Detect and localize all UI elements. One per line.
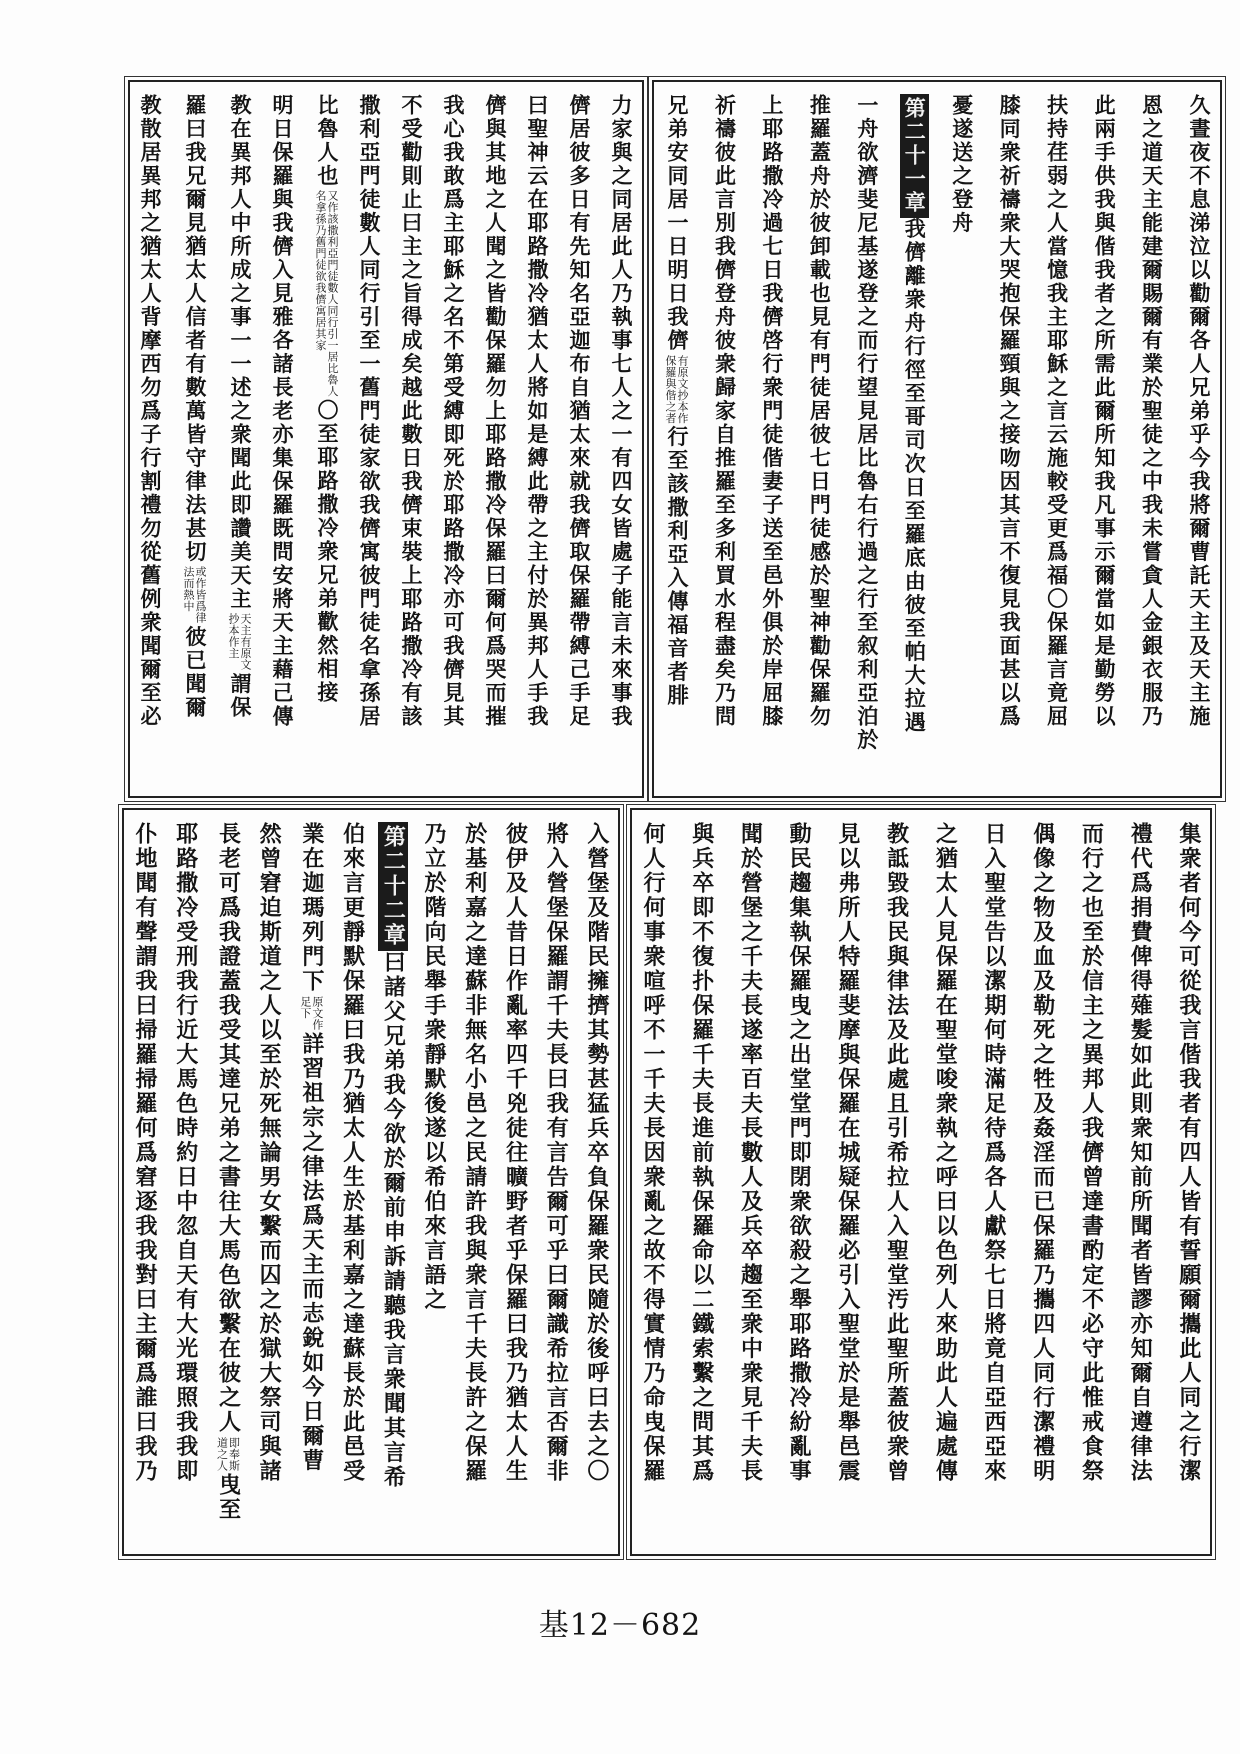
text-run: 一舟欲濟斐尼基遂登之而行望見居比魯右行過之行至叙利亞泊於: [854, 94, 880, 752]
interlinear-note: [182, 566, 206, 624]
text-column: [134, 822, 156, 1542]
text-panel-top-right: [652, 80, 1222, 798]
text-column: [1186, 94, 1212, 784]
text-run: 動民趨集執保羅曳之出堂堂門即閉衆欲殺之舉耶路撒冷紛亂事: [786, 822, 813, 1484]
interlinear-note: [299, 996, 323, 1031]
note-line: 抄本作主: [227, 613, 240, 659]
text-column: [583, 822, 610, 1542]
text-column: [502, 822, 529, 1542]
text-run: 比魯人也: [315, 94, 340, 188]
text-column: [256, 822, 283, 1542]
text-run: 入營堡及階民擁擠其勢甚猛兵卒負保羅衆民隨於後呼曰去之〇: [583, 822, 610, 1484]
text-run: 與兵卒即不復扑保羅千夫長進前執保羅命以二鐵索繫之問其爲: [688, 822, 715, 1484]
text-column: [759, 94, 785, 784]
text-column: [883, 822, 910, 1542]
text-column: [949, 94, 975, 784]
interlinear-note: [215, 1437, 239, 1472]
text-column: [1092, 94, 1118, 784]
note-line: 名拿孫乃舊門徒欲我儕寓居其家: [314, 190, 327, 351]
page-number: 基12－682: [538, 1608, 702, 1643]
text-column: [932, 822, 959, 1542]
text-run: 彼伊及人昔日作亂率四千兇徒往曠野者乎保羅曰我乃猶太人生: [502, 822, 529, 1484]
text-run: 膝同衆祈禱衆大哭抱保羅頸與之接吻因其言不復見我面甚以爲: [997, 94, 1023, 729]
interlinear-note: [664, 355, 688, 424]
text-run: 教散居異邦之猶太人背摩西勿爲子行割禮勿從舊例衆聞爾至必: [138, 94, 163, 729]
text-panel-top-left: [128, 80, 644, 798]
text-column: [227, 94, 251, 784]
text-run: 上耶路撒冷過七日我儕啓行衆門徒偕妻子送至邑外俱於岸屈膝: [759, 94, 785, 729]
text-run: 推羅蓋舟於彼卸載也見有門徒居彼七日門徒感於聖神勸保羅勿: [807, 94, 833, 729]
text-column: [299, 822, 323, 1542]
text-run: 曰諸父兄弟我今欲於爾前申訴請聽我言衆聞其言希: [380, 950, 407, 1490]
text-run: 此兩手供我與偕我者之所需此爾所知我凡事示爾當如是勤勞以: [1092, 94, 1118, 729]
text-run: 詳習祖宗之律法爲天主而志銳如今日爾曹: [298, 1032, 325, 1473]
text-run: 集衆者何今可從我言偕我者有四人皆有誓願爾攜此人同之行潔: [1175, 822, 1202, 1484]
text-column: [688, 822, 715, 1542]
text-run: 長老可爲我證蓋我受其達兄弟之書往大馬色欲繫在彼之人: [215, 822, 242, 1435]
text-run: 恩之道天主能建爾賜爾有業於聖徒之中我未嘗貪人金銀衣服乃: [1139, 94, 1165, 729]
text-run: 之猶太人見保羅在聖堂唆衆執之呼曰以色列人來助此人遍處傳: [932, 822, 959, 1484]
note-line: 原文作: [310, 995, 324, 1030]
text-column: [997, 94, 1023, 784]
text-run: 我心我敢爲主耶穌之名不第受縛即死於耶路撒冷亦可我儕見其: [441, 94, 466, 729]
text-run: 儕居彼多日有先知名亞迦布自猶太來就我儕取保羅帶縛己手足: [567, 94, 592, 729]
text-run: 業在迦瑪列門下: [298, 822, 325, 994]
note-line: 法而熱中: [182, 566, 195, 612]
text-run: 兄弟安同居一日明日我儕: [665, 94, 690, 353]
text-column: [272, 94, 293, 784]
text-column: [485, 94, 506, 784]
text-column: [461, 822, 488, 1542]
text-column: [1029, 822, 1056, 1542]
text-column: [1139, 94, 1165, 784]
text-run: 禮代爲捐費俾得薙髮如此則衆知前所聞者皆謬亦知爾自遵律法: [1127, 822, 1154, 1484]
text-run: 〇至耶路撒冷衆兄弟歡然相接: [315, 399, 340, 705]
note-line: 道之人: [215, 1436, 229, 1471]
text-column: [611, 94, 632, 784]
text-run: 然曾窘迫斯道之人以至於死無論男女繫而囚之於獄大祭司與諸: [256, 822, 283, 1484]
text-run: 撒利亞門徒數人同行引至一舊門徒家欲我儕寓彼門徒名拿孫居: [357, 94, 382, 729]
text-run: 不受勸則止曰主之旨得成矣越此數日我儕束裝上耶路撒冷有該: [399, 94, 424, 729]
text-column: [807, 94, 833, 784]
text-column: [1078, 822, 1105, 1542]
text-run: 扶持荏弱之人當憶我主耶穌之言云施較受更爲福〇保羅言竟屈: [1044, 94, 1070, 729]
text-run: 何人行何事衆喧呼不一千夫長因衆亂之故不得實情乃命曳保羅: [640, 822, 666, 1484]
text-column: [527, 94, 548, 784]
note-line: 又作該撒利亞門徒數人同行引一居比魯人: [326, 190, 339, 397]
interlinear-note: [227, 613, 251, 671]
text-column: [314, 94, 338, 784]
text-run: 偶像之物及血及勒死之牲及姦淫而已保羅乃攜四人同行潔禮明: [1029, 822, 1056, 1484]
text-column: [359, 94, 380, 784]
text-column: [642, 822, 664, 1542]
text-column: [1044, 94, 1070, 784]
text-run: 羅曰我兄爾見猶太人信者有數萬皆守律法甚切: [183, 94, 208, 564]
text-run: 日入聖堂告以潔期何時滿足待爲各人獻祭七日將竟自亞西亞來: [981, 822, 1008, 1484]
text-column: [786, 822, 813, 1542]
text-run: 彼已聞爾: [183, 625, 208, 720]
text-run: 行至該撒利亞入傳福音者腓: [665, 425, 690, 708]
text-panel-bottom-left: [122, 808, 620, 1556]
text-column: [421, 822, 448, 1542]
text-column: [902, 94, 928, 784]
text-column: [543, 822, 570, 1542]
chapter-heading: 第二十一章: [900, 94, 929, 218]
text-run: 祈禱彼此言別我儕登舟彼衆歸家自推羅至多利買水程盡矣乃問: [712, 94, 738, 729]
text-panel-bottom-right: [630, 808, 1212, 1556]
text-column: [401, 94, 422, 784]
note-line: 或作皆爲律: [194, 566, 207, 624]
interlinear-note: [314, 190, 338, 397]
text-run: 而行之也至於信主之異邦人我儕曾達書酌定不必守此惟戒食祭: [1078, 822, 1105, 1484]
text-run: 見以弗所人特羅斐摩與保羅在城疑保羅必引入聖堂於是舉邑震: [834, 822, 861, 1484]
text-run: 將入營堡保羅謂千夫長曰我有言告爾可乎曰爾識希拉言否爾非: [543, 822, 570, 1484]
note-line: 足下: [298, 995, 312, 1019]
text-column: [981, 822, 1008, 1542]
text-column: [215, 822, 242, 1542]
text-run: 謂保: [228, 672, 253, 720]
text-run: 仆地聞有聲謂我曰掃羅掃羅何爲窘逐我我對曰主爾爲誰曰我乃: [132, 822, 158, 1484]
text-column: [140, 94, 161, 784]
text-run: 我儕離衆舟行徑至哥司次日至羅底由彼至帕大拉遇: [902, 217, 928, 735]
text-run: 儕與其地之人聞之皆勸保羅勿上耶路撒冷保羅曰爾何爲哭而摧: [483, 94, 508, 729]
text-run: 伯來言更靜默保羅曰我乃猶太人生於基利嘉之達蘇長於此邑受: [339, 822, 366, 1484]
note-line: 保羅與偕之者: [664, 354, 677, 424]
text-column: [854, 94, 880, 784]
text-column: [182, 94, 206, 784]
text-run: 教詆毀我民與律法及此處且引希拉人入聖堂汚此聖所蓋彼衆曾: [883, 822, 910, 1484]
text-run: 曳至: [215, 1473, 242, 1522]
text-run: 教在異邦人中所成之事一一述之衆聞此即讚美天主: [228, 94, 253, 611]
chapter-heading: 第二十二章: [378, 822, 408, 951]
text-column: [339, 822, 366, 1542]
text-column: [664, 94, 688, 784]
text-column: [1127, 822, 1154, 1542]
text-run: 力家與之同居此人乃執事七人之一有四女皆處子能言未來事我: [609, 94, 634, 729]
text-column: [712, 94, 738, 784]
note-line: 天主有原文: [239, 613, 252, 671]
text-run: 憂遂送之登舟: [949, 94, 975, 235]
note-line: 有原文抄本作: [676, 354, 689, 424]
text-run: 明日保羅與我儕入見雅各諸長老亦集保羅既問安將天主藉己傳: [270, 94, 295, 729]
text-run: 曰聖神云在耶路撒冷猶太人將如是縛此帶之主付於異邦人手我: [525, 94, 550, 729]
text-column: [380, 822, 407, 1542]
text-column: [834, 822, 861, 1542]
text-run: 於基利嘉之達蘇非無名小邑之民請許我與衆言千夫長許之保羅: [461, 822, 488, 1484]
text-column: [569, 94, 590, 784]
note-line: 即奉斯: [227, 1436, 241, 1471]
text-run: 聞於營堡之千夫長遂率百夫長數人及兵卒趨至衆中衆見千夫長: [737, 822, 764, 1484]
text-column: [737, 822, 764, 1542]
text-column: [443, 94, 464, 784]
text-run: 乃立於階向民舉手衆靜默後遂以希伯來言語之: [421, 822, 448, 1312]
text-column: [172, 822, 199, 1542]
text-run: 久晝夜不息涕泣以勸爾各人兄弟乎今我將爾曹託天主及天主施: [1186, 94, 1212, 729]
text-column: [1175, 822, 1202, 1542]
text-run: 耶路撒冷受刑我行近大馬色時約日中忽自天有大光環照我我即: [172, 822, 199, 1484]
